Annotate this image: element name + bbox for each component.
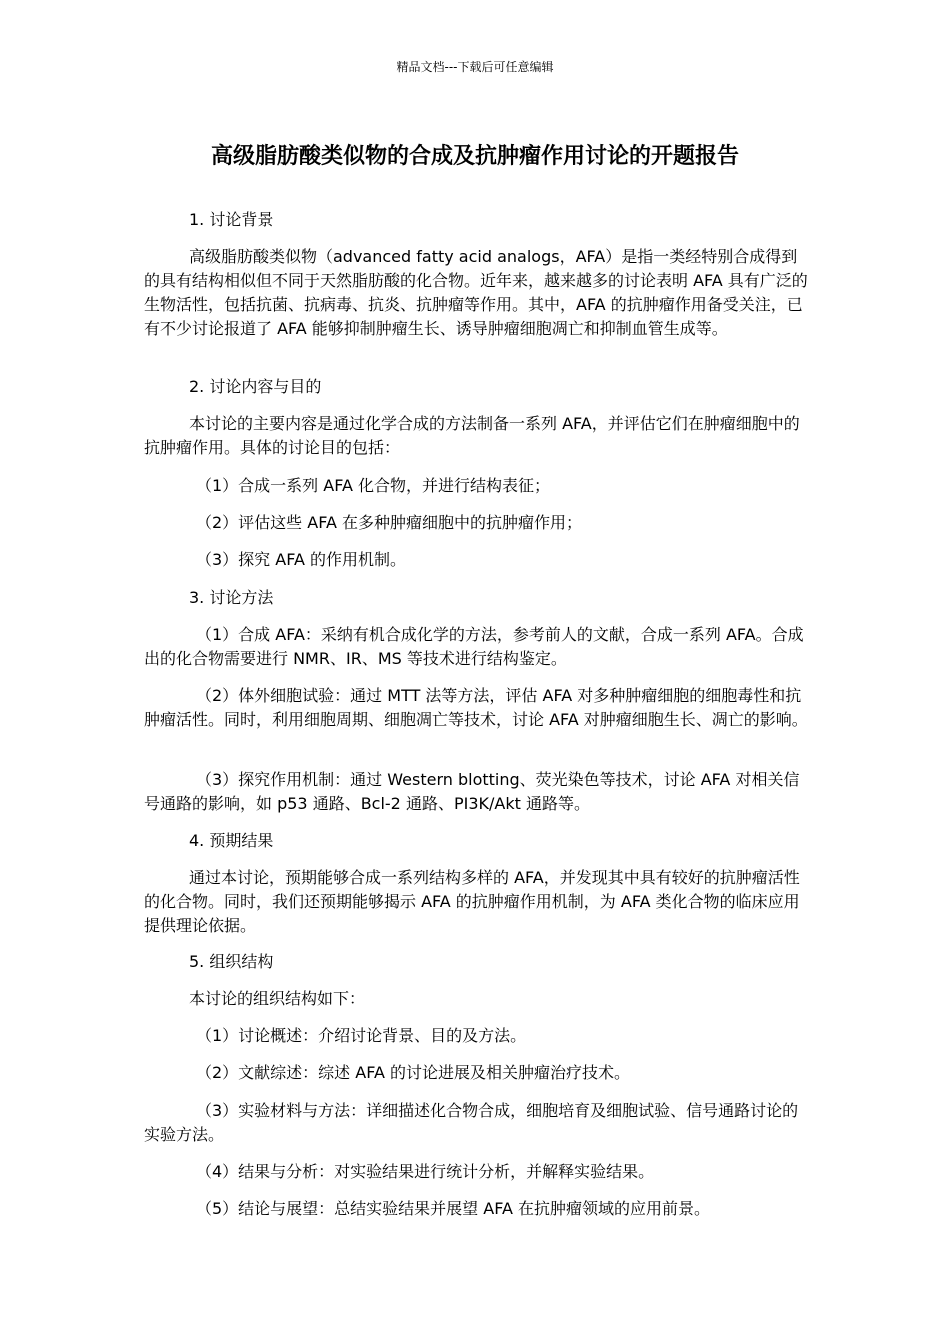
section-heading: 4. 预期结果: [189, 831, 274, 850]
list-item: （1）讨论概述：介绍讨论背景、目的及方法。: [196, 1026, 527, 1045]
paragraph: 通过本讨论，预期能够合成一系列结构多样的 AFA，并发现其中具有较好的抗肿瘤活性的化合物。同时，我们还预期能够揭示 AFA 的抗肿瘤作用机制，为 AFA 类化合物的临床应用提供理论依据。: [144, 868, 800, 935]
document-title: 高级脂肪酸类似物的合成及抗肿瘤作用讨论的开题报告: [210, 144, 739, 169]
header-note: 精品文档---下载后可任意编辑: [396, 60, 554, 74]
structure-item-1: [144, 1024, 808, 1048]
list-item: （2）体外细胞试验：通过 MTT 法等方法，评估 AFA 对多种肿瘤细胞的细胞毒性和抗肿瘤活性。同时，利用细胞周期、细胞凋亡等技术，讨论 AFA 对肿瘤细胞生长、凋亡的影响。: [144, 686, 808, 729]
section-4-body: [144, 866, 808, 938]
goal-item-1: [144, 474, 808, 498]
section-1-heading: [144, 208, 808, 232]
section-1-body: [144, 245, 808, 341]
section-5-body: [144, 987, 808, 1011]
list-item: （1）合成 AFA：采纳有机合成化学的方法，参考前人的文献，合成一系列 AFA。合成出的化合物需要进行 NMR、IR、MS 等技术进行结构鉴定。: [144, 625, 804, 668]
section-3-heading: [144, 586, 808, 610]
method-item-1: [144, 623, 808, 671]
goal-item-3: [144, 548, 808, 572]
paragraph: 本讨论的组织结构如下：: [189, 989, 366, 1008]
list-item: （3）探究作用机制：通过 Western blotting、荧光染色等技术，讨论 AFA 对相关信号通路的影响，如 p53 通路、Bcl-2 通路、PI3K/Akt 通路等。: [144, 770, 800, 813]
structure-item-2: [144, 1061, 808, 1085]
list-item: （3）探究 AFA 的作用机制。: [196, 550, 406, 569]
section-2-body: [144, 412, 808, 460]
list-item: （1）合成一系列 AFA 化合物，并进行结构表征；: [196, 476, 550, 495]
goal-item-2: [144, 511, 808, 535]
section-4-heading: [144, 829, 808, 853]
list-item: （4）结果与分析：对实验结果进行统计分析，并解释实验结果。: [196, 1162, 655, 1181]
list-item: （3）实验材料与方法：详细描述化合物合成，细胞培育及细胞试验、信号通路讨论的实验方法。: [144, 1101, 799, 1144]
method-item-3: [144, 768, 808, 816]
list-item: （2）文献综述：综述 AFA 的讨论进展及相关肿瘤治疗技术。: [196, 1063, 630, 1082]
section-heading: 3. 讨论方法: [189, 588, 274, 607]
structure-item-5: [144, 1197, 808, 1221]
paragraph: 本讨论的主要内容是通过化学合成的方法制备一系列 AFA，并评估它们在肿瘤细胞中的抗肿瘤作用。具体的讨论目的包括：: [144, 414, 800, 457]
method-item-2: [144, 684, 808, 732]
section-2-heading: [144, 375, 808, 399]
structure-item-3: [144, 1099, 808, 1147]
section-heading: 2. 讨论内容与目的: [189, 377, 322, 396]
list-item: （2）评估这些 AFA 在多种肿瘤细胞中的抗肿瘤作用；: [196, 513, 582, 532]
structure-item-4: [144, 1160, 808, 1184]
section-heading: 1. 讨论背景: [189, 210, 274, 229]
paragraph: 高级脂肪酸类似物（advanced fatty acid analogs，AFA）是指一类经特别合成得到的具有结构相似但不同于天然脂肪酸的化合物。近年来，越来越多的讨论表明 AFA 具有广泛的生物活性，包括抗菌、抗病毒、抗炎、抗肿瘤等作用。其中，AFA 的抗肿瘤作用备受关注，已有不少讨论报道了 AFA 能够抑制肿瘤生长、诱导肿瘤细胞凋亡和抑制血管生成等。: [144, 247, 808, 338]
section-heading: 5. 组织结构: [189, 952, 274, 971]
list-item: （5）结论与展望：总结实验结果并展望 AFA 在抗肿瘤领域的应用前景。: [196, 1199, 710, 1218]
section-5-heading: [144, 950, 808, 974]
